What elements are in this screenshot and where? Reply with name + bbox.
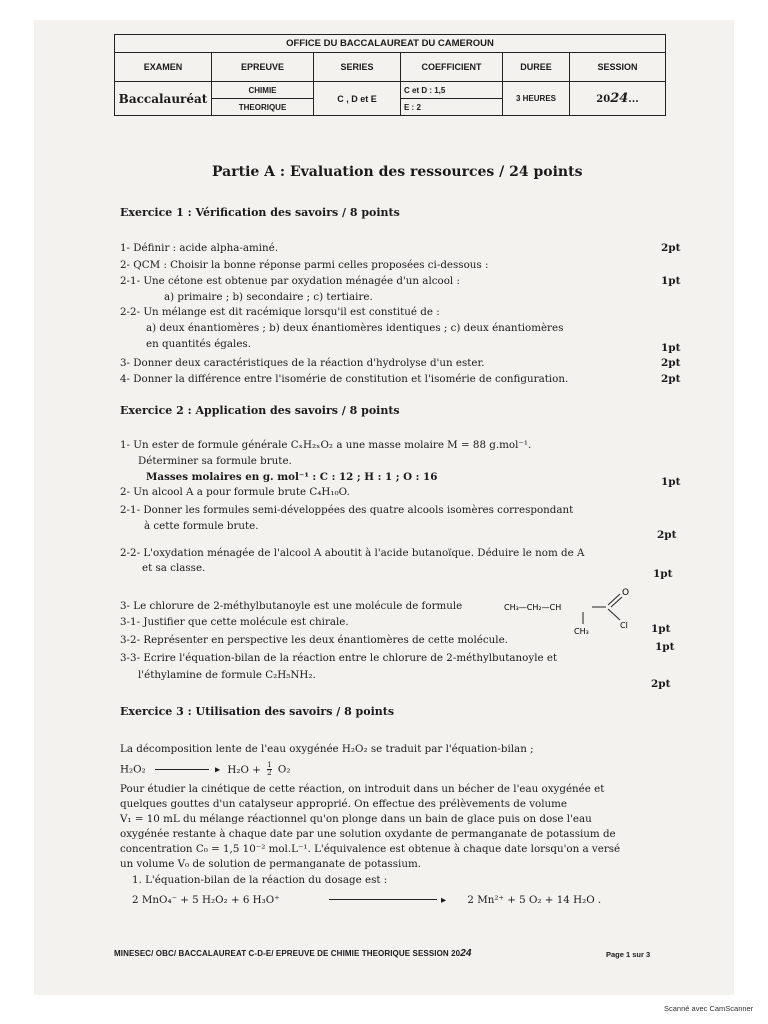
series-value: C , D et E bbox=[314, 82, 401, 116]
ex2-q22-points: 1pt bbox=[653, 568, 673, 580]
exercise-3-title: Exercice 3 : Utilisation des savoirs / 8 points bbox=[120, 705, 395, 718]
formula-oxygen: O bbox=[622, 588, 630, 598]
ex1-q4: 4- Donner la différence entre l'isomérie de constitution et l'isomérie de configuration. bbox=[120, 373, 569, 385]
ex2-q1-points: 1pt bbox=[661, 476, 681, 488]
footer-session-handwritten: 24 bbox=[460, 948, 472, 959]
formula-branch: CH₃ bbox=[574, 627, 589, 636]
ex1-q2: 2- QCM : Choisir la bonne réponse parmi celles proposées ci-dessous : bbox=[120, 259, 489, 271]
ex1-q4-points: 2pt bbox=[661, 373, 681, 385]
examen-value: Baccalauréat bbox=[115, 82, 212, 116]
titration-reactants: 2 MnO₄⁻ + 5 H₂O₂ + 6 H₃O⁺ bbox=[132, 894, 280, 906]
ex2-q21-points: 2pt bbox=[657, 529, 677, 541]
acyl-chloride-formula bbox=[504, 588, 634, 638]
formula-double-bond-2 bbox=[611, 597, 622, 607]
header-col-duree: DUREE bbox=[503, 53, 570, 82]
ex1-q22-options-1: a) deux énantiomères ; b) deux énantiomères identiques ; c) deux énantiomères bbox=[146, 322, 564, 334]
ex1-q3: 3- Donner deux caractéristiques de la réaction d'hydrolyse d'un ester. bbox=[120, 357, 485, 369]
ex2-q33b: l'éthylamine de formule C₂H₅NH₂. bbox=[138, 669, 316, 681]
epreuve-value-1: CHIMIE bbox=[212, 82, 314, 99]
ex2-q1a: 1- Un ester de formule générale CₓH₂ₓO₂ a une masse molaire M = 88 g.mol⁻¹. bbox=[120, 439, 532, 451]
ex1-q22-points: 1pt bbox=[661, 342, 681, 354]
ex2-q2: 2- Un alcool A a pour formule brute C₄H₁₀O. bbox=[120, 486, 350, 498]
exam-page bbox=[34, 20, 734, 995]
ex1-q3-points: 2pt bbox=[661, 357, 681, 369]
exercise-1-title: Exercice 1 : Vérification des savoirs / 8 points bbox=[120, 206, 400, 219]
formula-chlorine: Cl bbox=[620, 621, 628, 630]
ex1-q1-points: 2pt bbox=[661, 242, 681, 254]
header-col-coefficient: COEFFICIENT bbox=[401, 53, 503, 82]
footer-text: MINESEC/ OBC/ BACCALAUREAT C-D-E/ EPREUVE DE CHIMIE THEORIQUE SESSION 20 bbox=[114, 949, 461, 958]
ex2-q21b: à cette formule brute. bbox=[144, 520, 259, 532]
header-col-examen: EXAMEN bbox=[115, 53, 212, 82]
ex3-equation bbox=[120, 762, 290, 777]
ex2-q31-points: 1pt bbox=[651, 623, 671, 635]
ex1-q22: 2-2- Un mélange est dit racémique lorsqu'il est constitué de : bbox=[120, 306, 440, 318]
ex2-molar-masses: Masses molaires en g. mol⁻¹ : C : 12 ; H : 1 ; O : 16 bbox=[146, 471, 438, 483]
ex1-q21-options: a) primaire ; b) secondaire ; c) tertiaire. bbox=[164, 291, 373, 303]
ex2-q22a: 2-2- L'oxydation ménagée de l'alcool A aboutit à l'acide butanoïque. Déduire le nom de A bbox=[120, 547, 585, 559]
session-prefix: 20 bbox=[596, 94, 611, 105]
formula-chain: CH₃—CH₂—CH bbox=[504, 603, 562, 612]
epreuve-value-2: THEORIQUE bbox=[212, 99, 314, 116]
ex1-q1: 1- Définir : acide alpha-aminé. bbox=[120, 242, 279, 254]
ex1-q21-points: 1pt bbox=[661, 275, 681, 287]
equation-reactant: H₂O₂ bbox=[120, 763, 146, 776]
ex3-p2: quelques gouttes d'un catalyseur approprié. On effectue des prélèvements de volume bbox=[120, 798, 568, 810]
ex2-q3: 3- Le chlorure de 2-méthylbutanoyle est une molécule de formule bbox=[120, 600, 463, 612]
session-value bbox=[570, 82, 666, 116]
equation-oxygen: O₂ bbox=[277, 763, 291, 776]
ex2-q33-points: 2pt bbox=[651, 678, 671, 690]
office-title: OFFICE DU BACCALAUREAT DU CAMEROUN bbox=[115, 35, 666, 53]
equation-fraction bbox=[267, 762, 271, 777]
ex2-q21a: 2-1- Donner les formules semi-développées des quatre alcools isomères correspondant bbox=[120, 504, 574, 516]
equation-arrow bbox=[155, 769, 209, 770]
titration-products: 2 Mn²⁺ + 5 O₂ + 14 H₂O . bbox=[467, 894, 602, 906]
header-col-session: SESSION bbox=[570, 53, 666, 82]
ex2-q32: 3-2- Représenter en perspective les deux énantiomères de cette molécule. bbox=[120, 634, 508, 646]
exam-header-table bbox=[114, 34, 666, 116]
ex1-q22-options-2: en quantités égales. bbox=[146, 338, 251, 350]
equation-arrow-head: ▸ bbox=[214, 763, 221, 776]
coefficient-value-2: E : 2 bbox=[401, 99, 503, 116]
session-handwritten: 24 bbox=[610, 91, 629, 106]
ex2-q1b: Déterminer sa formule brute. bbox=[138, 455, 292, 467]
header-col-epreuve: EPREUVE bbox=[212, 53, 314, 82]
titration-arrow-head: ▸ bbox=[440, 894, 447, 906]
titration-arrow bbox=[329, 899, 437, 900]
exercise-2-title: Exercice 2 : Application des savoirs / 8 points bbox=[120, 404, 400, 417]
ex3-p6: un volume V₀ de solution de permanganate de potassium. bbox=[120, 858, 422, 870]
ex1-q21: 2-1- Une cétone est obtenue par oxydation ménagée d'un alcool : bbox=[120, 275, 460, 287]
ex2-q22b: et sa classe. bbox=[142, 562, 206, 574]
ex3-p3: V₁ = 10 mL du mélange réactionnel qu'on plonge dans un bain de glace puis on dose l'eau bbox=[120, 813, 592, 825]
fraction-numerator: 1 bbox=[267, 761, 272, 769]
page-footer bbox=[114, 948, 472, 959]
page-number: Page 1 sur 3 bbox=[606, 950, 651, 959]
ex2-q32-points: 1pt bbox=[655, 641, 675, 653]
titration-equation bbox=[132, 894, 601, 907]
duree-value: 3 HEURES bbox=[503, 82, 570, 116]
formula-double-bond-1 bbox=[608, 594, 620, 605]
ex3-p5: concentration C₀ = 1,5 10⁻² mol.L⁻¹. L'équivalence est obtenue à chaque date lorsqu'on a versé bbox=[120, 843, 621, 855]
ex3-p1: Pour étudier la cinétique de cette réaction, on introduit dans un bécher de l'eau oxygénée et bbox=[120, 783, 605, 795]
part-title: Partie A : Evaluation des ressources / 24 points bbox=[212, 164, 583, 180]
ex3-intro: La décomposition lente de l'eau oxygénée H₂O₂ se traduit par l'équation-bilan ; bbox=[120, 743, 534, 755]
scanner-watermark: Scanné avec CamScanner bbox=[664, 1004, 754, 1013]
fraction-denominator: 2 bbox=[267, 769, 272, 777]
session-suffix: ... bbox=[628, 94, 639, 105]
ex3-p7: 1. L'équation-bilan de la réaction du dosage est : bbox=[132, 874, 388, 886]
ex3-p4: oxygénée restante à chaque date par une solution oxydante de permanganate de potassium de bbox=[120, 828, 616, 840]
ex2-q33a: 3-3- Ecrire l'équation-bilan de la réaction entre le chlorure de 2-méthylbutanoyle et bbox=[120, 652, 558, 664]
header-col-series: SERIES bbox=[314, 53, 401, 82]
equation-products: H₂O + bbox=[227, 763, 261, 776]
formula-cl-bond bbox=[608, 609, 620, 620]
ex2-q31: 3-1- Justifier que cette molécule est chirale. bbox=[120, 616, 349, 628]
coefficient-value-1: C et D : 1,5 bbox=[401, 82, 503, 99]
